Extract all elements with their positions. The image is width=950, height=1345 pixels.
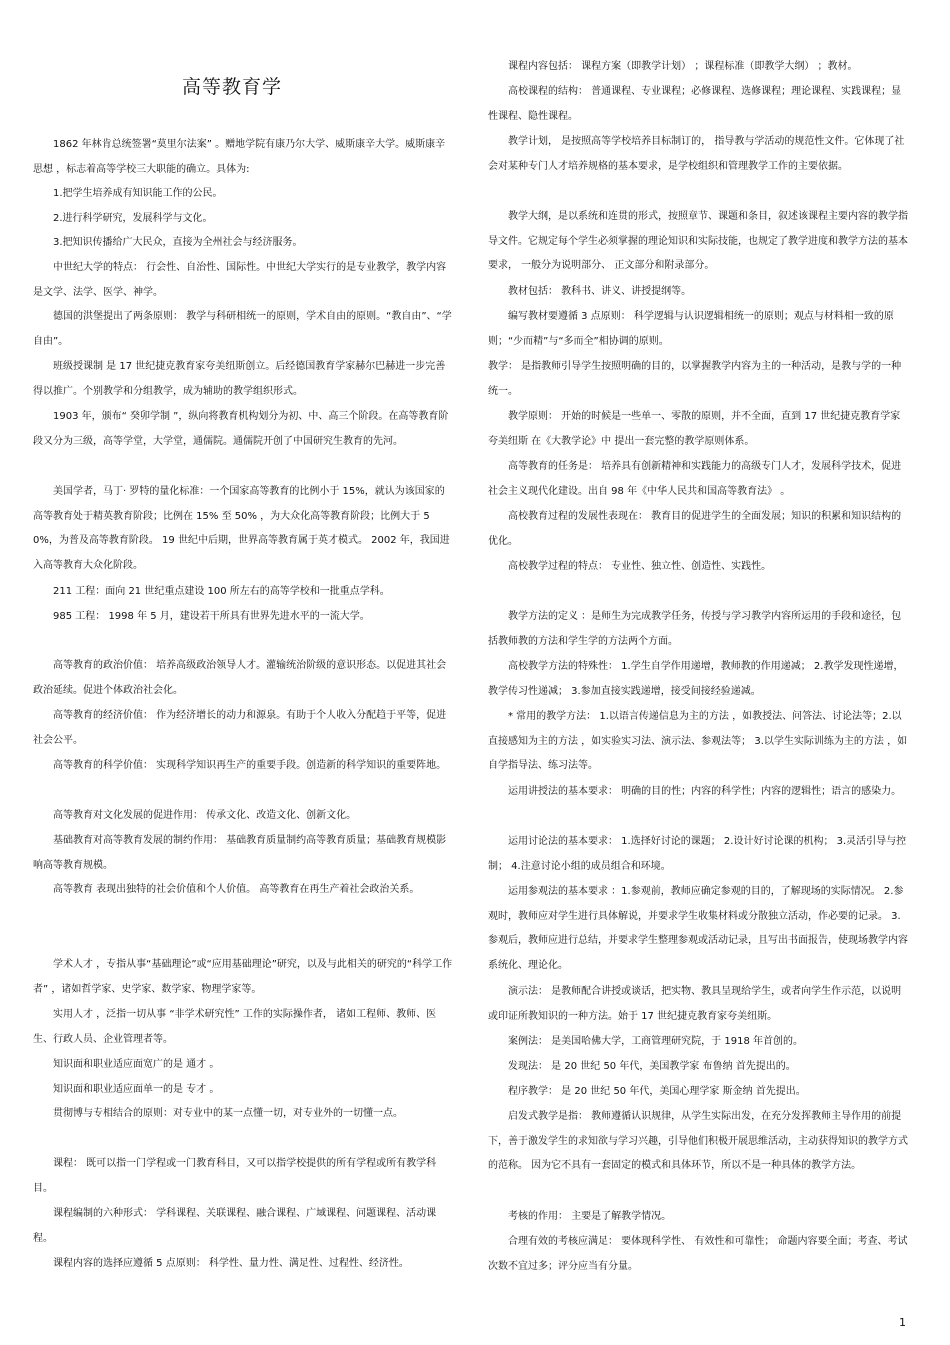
paragraph: 运用讨论法的基本要求： 1.选择好讨论的课题； 2.设计好讨论课的机构； 3.灵活引导与控制； 4.注意讨论小组的成员组合和环境。 — [488, 836, 907, 872]
paragraph: 实用人才 ，泛指一切从事 “非学术研究性” 工作的实际操作者， 诸如工程师、教师、医生、行政人员、企业管理者等。 — [33, 1009, 437, 1045]
paragraph: 高等教育 表现出独特的社会价值和个人价值。 高等教育在再生产着社会政治关系。 — [33, 884, 420, 895]
paragraph: 贯彻博与专相结合的原则：对专业中的某一点懂一切，对专业外的一切懂一点。 — [33, 1108, 403, 1119]
paragraph: 高校教育过程的发展性表现在： 教育目的促进学生的全面发展；知识的积累和知识结构的优化。 — [488, 511, 902, 547]
paragraph: 1.把学生培养成有知识能工作的公民。 — [33, 188, 223, 199]
paragraph: 教学计划， 是按照高等学校培养目标制订的， 指导教与学活动的规范性文件。它体现了社会对某种专门人才培养规格的基本要求，是学校组织和管理教学工作的主要依据。 — [488, 136, 905, 172]
paragraph: 1903 年，颁布“ 癸卯学制 ”，纵向将教育机构划分为初、中、高三个阶段。在高等教育阶段又分为三级，高等学堂，大学堂，通儒院。通儒院开创了中国研究生教育的先河。 — [33, 411, 449, 447]
document-title: 高等教育学 — [182, 76, 283, 98]
paragraph: 启发式教学是指： 教师遵循认识规律，从学生实际出发，在充分发挥教师主导作用的前提下，善于激发学生的求知欲与学习兴趣，引导他们积极开展思维活动，主动获得知识的教学方式的范称。 因为它不具有一套固定的模式和具体环节，所以不是一种具体的教学方法。 — [488, 1111, 908, 1172]
paragraph: 高校教学方法的特殊性： 1.学生自学作用递增，教师教的作用递减； 2.教学发现性递增，教学传习性递减； 3.参加直接实践递增，接受间接经验递减。 — [488, 661, 904, 697]
paragraph: 教学大纲，是以系统和连贯的形式，按照章节、课题和条目，叙述该课程主要内容的教学指导文件。它规定每个学生必须掌握的理论知识和实际技能，也规定了教学进度和教学方法的基本要求， 一般分为说明部分、 正文部分和附录部分。 — [488, 211, 908, 272]
paragraph: 学术人才 ，专指从事“基础理论”或“应用基础理论”研究，以及与此相关的研究的“科学工作者” ，诸如哲学家、史学家、数学家、物理学家等。 — [33, 959, 453, 995]
paragraph: 211 工程：面向 21 世纪重点建设 100 所左右的高等学校和一批重点学科。 — [33, 586, 390, 597]
paragraph: 中世纪大学的特点： 行会性、自治性、国际性。中世纪大学实行的是专业教学，教学内容是文学、法学、医学、神学。 — [33, 262, 447, 298]
paragraph: 高校教学过程的特点： 专业性、独立性、创造性、实践性。 — [488, 561, 772, 572]
paragraph: 高等教育对文化发展的促进作用： 传承文化、改造文化、创新文化。 — [33, 810, 357, 821]
paragraph: * 常用的教学方法： 1.以语言传递信息为主的方法 ，如教授法、问答法、讨论法等；2.以直接感知为主的方法 ，如实验实习法、演示法、参观法等； 3.以学生实际训练为主的方法 ，如自学指导法、练习法等。 — [488, 711, 908, 772]
paragraph: 编写教材要遵循 3 点原则： 科学逻辑与认识逻辑相统一的原则；观点与材料相一致的原则；“少而精”与“多而全”相协调的原则。 — [488, 311, 894, 347]
paragraph: 基础教育对高等教育发展的制约作用： 基础教育质量制约高等教育质量；基础教育规模影响高等教育规模。 — [33, 835, 447, 871]
paragraph: 985 工程： 1998 年 5 月，建设若干所具有世界先进水平的一流大学。 — [33, 611, 370, 622]
paragraph: 高等教育的科学价值： 实现科学知识再生产的重要手段。创造新的科学知识的重要阵地。 — [33, 760, 447, 771]
paragraph: 案例法： 是美国哈佛大学，工商管理研究院，于 1918 年首创的。 — [488, 1036, 803, 1047]
paragraph: 教学： 是指教师引导学生按照明确的目的，以掌握教学内容为主的一种活动，是教与学的一种统一。 — [488, 361, 902, 397]
paragraph: 发现法： 是 20 世纪 50 年代，美国教学家 布鲁纳 首先提出的。 — [488, 1061, 796, 1072]
paragraph: 高等教育的任务是： 培养具有创新精神和实践能力的高级专门人才，发展科学技术，促进社会主义现代化建设。出自 98 年《中华人民共和国高等教育法》 。 — [488, 461, 902, 497]
paragraph: 教学原则： 开始的时候是一些单一、零散的原则，并不全面，直到 17 世纪捷克教育学家 夸美纽斯 在《大教学论》中 提出一套完整的教学原则体系。 — [488, 411, 901, 447]
paragraph: 考核的作用： 主要是了解教学情况。 — [488, 1211, 672, 1222]
paragraph: 课程： 既可以指一门学程或一门教育科目，又可以指学校提供的所有学程或所有教学科目。 — [33, 1158, 437, 1194]
paragraph: 课程内容的选择应遵循 5 点原则： 科学性、量力性、满足性、过程性、经济性。 — [33, 1258, 409, 1269]
paragraph: 程序教学： 是 20 世纪 50 年代，美国心理学家 斯金纳 首先提出。 — [488, 1086, 806, 1097]
paragraph: 1862 年林肯总统签署“莫里尔法案” 。赠地学院有康乃尔大学、威斯康辛大学。威斯康辛思想 ，标志着高等学校三大职能的确立。具体为: — [33, 139, 446, 175]
paragraph: 高等教育的经济价值： 作为经济增长的动力和源泉。有助于个人收入分配趋于平等，促进社会公平。 — [33, 710, 447, 746]
paragraph: 运用讲授法的基本要求： 明确的目的性；内容的科学性；内容的逻辑性；语言的感染力。 — [488, 786, 902, 797]
paragraph: 德国的洪堡提出了两条原则： 教学与科研相统一的原则，学术自由的原则。“教自由”、“学自由”。 — [33, 311, 452, 347]
paragraph: 美国学者，马丁· 罗特的量化标准：一个国家高等教育的比例小于 15%，就认为该国家的高等教育处于精英教育阶段；比例在 15% 至 50% ，为大众化高等教育阶段；比例大于 50%，为普及高等教育阶段。 19 世纪中后期，世界高等教育属于英才模式。 2002 年，我国进入高等教育大众化阶段。 — [33, 486, 450, 571]
paragraph: 班级授课制 是 17 世纪捷克教育家夸美纽斯创立。后经德国教育学家赫尔巴赫进一步完善得以推广。个别教学和分组教学，成为辅助的教学组织形式。 — [33, 361, 446, 397]
paragraph: 课程编制的六种形式： 学科课程、关联课程、融合课程、广域课程、问题课程、活动课程。 — [33, 1208, 437, 1244]
paragraph: 演示法： 是教师配合讲授或谈话，把实物、教具呈现给学生，或者向学生作示范，以说明或印证所教知识的一种方法。始于 17 世纪捷克教育家夸美纽斯。 — [488, 986, 902, 1022]
paragraph: 课程内容包括： 课程方案（即教学计划） ；课程标准（即教学大纲） ；教材。 — [488, 61, 858, 72]
paragraph: 2.进行科学研究，发展科学与文化。 — [33, 213, 213, 224]
paragraph: 教材包括： 教科书、讲义、讲授提纲等。 — [488, 286, 692, 297]
paragraph: 高校课程的结构： 普通课程、专业课程；必修课程、选修课程；理论课程、实践课程；显性课程、隐性课程。 — [488, 86, 902, 122]
paragraph: 教学方法的定义 ：是师生为完成教学任务，传授与学习教学内容所运用的手段和途径，包括教师教的方法和学生学的方法两个方面。 — [488, 611, 902, 647]
page-number: 1 — [899, 1316, 906, 1329]
paragraph: 高等教育的政治价值： 培养高级政治领导人才。灌输统治阶级的意识形态。以促进其社会政治延续。促进个体政治社会化。 — [33, 660, 447, 696]
paragraph: 3.把知识传播给广大民众，直接为全州社会与经济服务。 — [33, 237, 303, 248]
paragraph: 运用参观法的基本要求 ：1.参观前，教师应确定参观的目的，了解现场的实际情况。 2.参观时，教师应对学生进行具体解说，并要求学生收集材料或分散独立活动，作必要的记录。 3.参观后，教师应进行总结，并要求学生整理参观或活动记录，且写出书面报告，使现场教学内容系统化、理论化。 — [488, 886, 908, 971]
paragraph: 合理有效的考核应满足： 要体现科学性、 有效性和可靠性； 命题内容要全面；考查、考试次数不宜过多；评分应当有分量。 — [488, 1236, 908, 1272]
paragraph: 知识面和职业适应面单一的是 专才 。 — [33, 1084, 220, 1095]
paragraph: 知识面和职业适应面宽广的是 通才 。 — [33, 1059, 220, 1070]
